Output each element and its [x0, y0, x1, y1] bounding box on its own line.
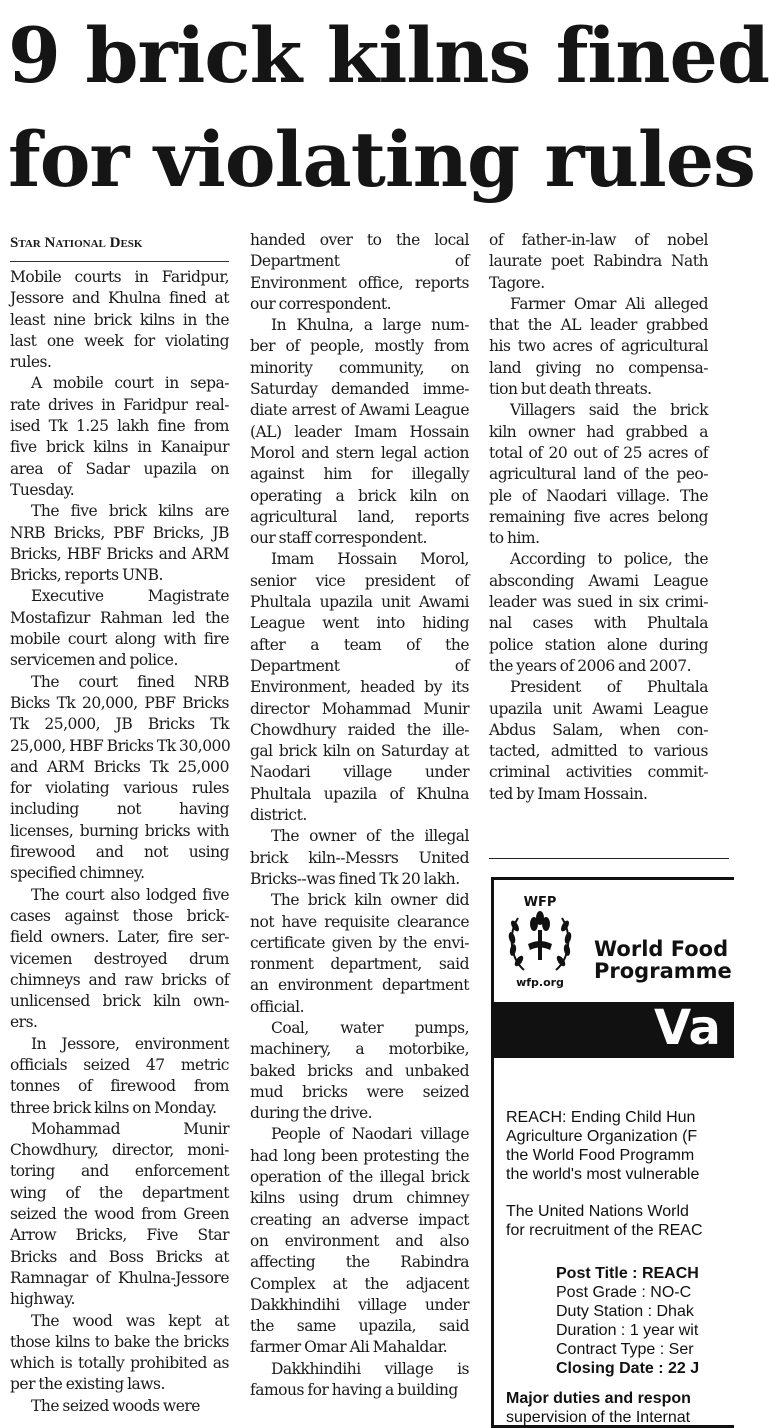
- text-line: and ARM Bricks Tk 25,000: [10, 757, 229, 776]
- text-line: tion but death threats.: [489, 380, 652, 399]
- text-line: mobile court along with fire: [10, 630, 229, 649]
- text-line: farmer Omar Ali Mahaldar.: [250, 1338, 448, 1357]
- text-line: field owners. Later, fire ser-: [10, 928, 229, 947]
- post-title: Post Title : REACH: [556, 1265, 699, 1282]
- text-line: wing of the department: [10, 1183, 229, 1202]
- text-line: Saturday demanded imme-: [250, 380, 469, 399]
- text-line: our staff correspondent.: [250, 529, 427, 548]
- article-column-1: [10, 230, 229, 1417]
- duty-station: Duty Station : Dhak: [556, 1303, 694, 1320]
- duties-heading: Major duties and respon: [506, 1390, 691, 1407]
- text-line: unlicensed brick kiln own-: [10, 992, 229, 1011]
- text-line: had long been protesting the: [250, 1146, 469, 1165]
- text-line: per the existing laws.: [10, 1375, 165, 1394]
- text-line: Naodari village under: [250, 763, 469, 782]
- text-line: ted by Imam Hossain.: [489, 784, 648, 803]
- text-line: our correspondent.: [250, 294, 392, 313]
- text-line: criminal activities commit-: [489, 763, 708, 782]
- ad-intro-line: the World Food Programm: [506, 1147, 695, 1164]
- text-line: The court fined NRB: [31, 672, 229, 691]
- post-grade: Post Grade : NO-C: [556, 1284, 692, 1301]
- text-line: highway.: [10, 1290, 75, 1309]
- article-paragraph: [10, 267, 229, 373]
- text-line: The wood was kept at: [31, 1311, 229, 1330]
- text-line: total of 20 out of 25 acres of: [489, 443, 708, 462]
- text-line: A mobile court in sepa-: [31, 374, 229, 393]
- text-line: agricultural land, reports: [250, 507, 469, 526]
- wfp-url: wfp.org: [516, 976, 564, 989]
- ad-intro-line: the world's most vulnerable: [506, 1166, 700, 1183]
- text-line: director Mohammad Munir: [250, 699, 469, 718]
- text-line: operating a brick kiln on: [250, 486, 469, 505]
- ad-recruit-line: for recruitment of the REAC: [506, 1222, 703, 1239]
- text-line: Mostafizur Rahman led the: [10, 608, 229, 627]
- text-line: specified chimney.: [10, 864, 145, 883]
- text-line: least nine brick kilns in the: [10, 310, 229, 329]
- duties-line: supervision of the Internat: [506, 1409, 691, 1426]
- ad-intro: [506, 1108, 699, 1184]
- text-line: operation of the illegal brick: [250, 1168, 469, 1187]
- text-line: diate arrest of Awami League: [250, 401, 469, 420]
- column-1-text: [10, 267, 229, 1417]
- text-line: on environment and also: [250, 1231, 469, 1250]
- text-line: Arrow Bricks, Five Star: [10, 1226, 229, 1245]
- text-line: district.: [250, 806, 307, 825]
- wfp-wreath-logo-icon: [504, 892, 576, 990]
- article-paragraph: [10, 1119, 229, 1311]
- text-line: Complex at the adjacent: [250, 1274, 469, 1293]
- text-line: Tagore.: [489, 273, 545, 292]
- text-line: not have requisite clearance: [250, 912, 469, 931]
- org-name-line-1: World Food: [594, 937, 729, 961]
- article-paragraph: [489, 230, 708, 294]
- text-line: Dakkhindihi village is: [271, 1359, 469, 1378]
- text-line: five brick kilns in Kanaipur: [10, 438, 229, 457]
- text-line: Environment, headed by its: [250, 678, 469, 697]
- text-line: upazila unit Awami League: [489, 699, 708, 718]
- text-line: including not having: [10, 800, 229, 819]
- ad-banner-text: Va: [654, 1000, 721, 1056]
- text-line: President of Phultala: [510, 678, 708, 697]
- headline-line-2: for violating rules: [8, 115, 755, 204]
- article-paragraph: [10, 672, 229, 885]
- text-line: chimneys and raw bricks of: [10, 970, 229, 989]
- article-paragraph: [250, 890, 469, 1018]
- text-line: rules.: [10, 353, 52, 372]
- text-line: creating an adverse impact: [250, 1210, 469, 1229]
- article-paragraph: [250, 1018, 469, 1124]
- text-line: remaining five acres belong: [489, 507, 708, 526]
- text-line: Abdus Salam, when con-: [489, 720, 708, 739]
- text-line: The seized woods were: [31, 1396, 200, 1415]
- text-line: Jessore and Khulna fined at: [10, 289, 229, 308]
- article-paragraph: [489, 294, 708, 400]
- text-line: Department of: [250, 252, 469, 271]
- text-line: the years of 2006 and 2007.: [489, 656, 692, 675]
- text-line: The court also lodged five: [31, 885, 229, 904]
- text-line: Phultala upazila of Khulna: [250, 784, 469, 803]
- text-line: Chowdhury, director, moni-: [10, 1141, 229, 1160]
- text-line: Phultala upazila unit Awami: [250, 593, 469, 612]
- text-line: ronment department, said: [250, 955, 469, 974]
- text-line: leader was sued in six crimi-: [489, 593, 708, 612]
- text-line: that the AL leader grabbed: [489, 316, 708, 335]
- text-line: area of Sadar upazila on: [10, 459, 229, 478]
- text-line: firewood and not using: [10, 843, 229, 862]
- text-line: minority community, on: [250, 358, 469, 377]
- text-line: his two acres of agricultural: [489, 337, 708, 356]
- contract-type: Contract Type : Ser: [556, 1341, 694, 1358]
- text-line: toring and enforcement: [10, 1162, 229, 1181]
- article-paragraph: [10, 1311, 229, 1396]
- text-line: According to police, the: [510, 550, 708, 569]
- text-line: land giving no compensa-: [489, 358, 708, 377]
- ad-recruit-line: The United Nations World: [506, 1203, 689, 1220]
- text-line: Environment office, reports: [250, 273, 469, 292]
- text-line: Bricks--was fined Tk 20 lakh.: [250, 869, 460, 888]
- text-line: Tk 25,000, JB Bricks Tk: [10, 715, 229, 734]
- headline-line-1: 9 brick kilns fined: [8, 11, 769, 100]
- wfp-advertisement: [489, 858, 732, 1426]
- text-line: Bricks, reports UNB.: [10, 566, 163, 585]
- text-line: ber of people, mostly from: [250, 337, 469, 356]
- article-paragraph: [10, 373, 229, 501]
- text-line: senior vice president of: [250, 571, 469, 590]
- text-line: Tuesday.: [10, 480, 75, 499]
- text-line: In Khulna, a large num-: [271, 316, 469, 335]
- ad-recruit: [506, 1202, 703, 1240]
- text-line: League went into hiding: [250, 614, 469, 633]
- text-line: Villagers said the brick: [510, 401, 708, 420]
- text-line: Mobile courts in Faridpur,: [10, 268, 229, 286]
- ad-box: [491, 877, 734, 1428]
- text-line: Chowdhury raided the ille-: [250, 720, 469, 739]
- text-line: during the drive.: [250, 1104, 373, 1123]
- ad-duties: [506, 1389, 691, 1427]
- text-line: tacted, admitted to various: [489, 742, 708, 761]
- text-line: In Jessore, environment: [31, 1034, 229, 1053]
- text-line: agricultural land of the peo-: [489, 465, 708, 484]
- text-line: Bricks and Boss Bricks at: [10, 1247, 229, 1266]
- text-line: absconding Awami League: [489, 571, 708, 590]
- ad-intro-line: Agriculture Organization (F: [506, 1128, 698, 1145]
- text-line: kilns using drum chimney: [250, 1189, 469, 1208]
- text-line: servicemen and police.: [10, 651, 178, 670]
- text-line: an environment department: [250, 976, 469, 995]
- text-line: The owner of the illegal: [271, 827, 469, 846]
- text-line: The five brick kilns are: [31, 502, 229, 521]
- text-line: handed over to the local: [250, 231, 469, 249]
- text-line: baked bricks and unbaked: [250, 1061, 469, 1080]
- text-line: The brick kiln owner did: [271, 891, 469, 910]
- text-line: ised Tk 1.25 lakh fine from: [10, 417, 229, 436]
- article-paragraph: [250, 826, 469, 890]
- text-line: 25,000, HBF Bricks Tk 30,000: [10, 736, 231, 755]
- text-line: (AL) leader Imam Hossain: [250, 422, 469, 441]
- text-line: ple of Naodari village. The: [489, 486, 708, 505]
- column-3-text: [489, 230, 708, 805]
- text-line: Mohammad Munir: [31, 1119, 229, 1138]
- article-paragraph: [489, 677, 708, 805]
- text-line: official.: [250, 997, 305, 1016]
- text-line: Morol and stern legal action: [250, 443, 469, 462]
- text-line: licenses, burning bricks with: [10, 821, 229, 840]
- text-line: kiln owner had grabbed a: [489, 422, 708, 441]
- text-line: Imam Hossain Morol,: [271, 550, 469, 569]
- text-line: three brick kilns on Monday.: [10, 1098, 217, 1117]
- text-line: to him.: [489, 529, 540, 548]
- text-line: laurate poet Rabindra Nath: [489, 252, 708, 271]
- wfp-logo-label: WFP: [523, 895, 557, 910]
- article-column-2: [250, 230, 469, 1401]
- text-line: Coal, water pumps,: [271, 1018, 469, 1037]
- text-line: Farmer Omar Ali alleged: [510, 294, 708, 313]
- text-line: gal brick kiln on Saturday at: [250, 742, 469, 761]
- ad-banner: [494, 1002, 734, 1058]
- text-line: Executive Magistrate: [31, 587, 229, 606]
- article-paragraph: [10, 586, 229, 671]
- text-line: machinery, a motorbike,: [250, 1040, 469, 1059]
- text-line: cases against those brick-: [10, 906, 229, 925]
- text-line: People of Naodari village: [271, 1125, 469, 1144]
- text-line: police station alone during: [489, 635, 708, 654]
- text-line: those kilns to bake the bricks: [10, 1332, 229, 1351]
- text-line: NRB Bricks, PBF Bricks, JB: [10, 523, 229, 542]
- text-line: Ramnagar of Khulna-Jessore: [10, 1268, 229, 1287]
- article-paragraph: [250, 230, 469, 315]
- text-line: tonnes of firewood from: [10, 1077, 229, 1096]
- text-line: ers.: [10, 1013, 38, 1032]
- article-paragraph: [250, 1359, 469, 1402]
- text-line: Dakkhindihi village under: [250, 1295, 469, 1314]
- article-paragraph: [489, 400, 708, 549]
- text-line: for violating various rules: [10, 779, 229, 798]
- text-line: against him for illegally: [250, 465, 469, 484]
- headline: [8, 4, 769, 212]
- text-line: nal cases with Phultala: [489, 614, 708, 633]
- text-line: vicemen destroyed drum: [10, 949, 229, 968]
- article-paragraph: [250, 549, 469, 826]
- text-line: brick kiln--Messrs United: [250, 848, 469, 867]
- article-paragraph: [10, 885, 229, 1034]
- byline: Star National Desk: [10, 230, 229, 262]
- org-name: [594, 938, 732, 982]
- article-paragraph: [10, 1034, 229, 1119]
- article-paragraph: [250, 315, 469, 549]
- text-line: Bicks Tk 20,000, PBF Bricks: [10, 693, 229, 712]
- text-line: mud bricks were seized: [250, 1082, 469, 1101]
- column-2-text: [250, 230, 469, 1401]
- article-paragraph: [10, 1396, 229, 1417]
- text-line: the same upazila, said: [250, 1317, 469, 1336]
- text-line: last one week for violating: [10, 331, 229, 350]
- text-line: of father-in-law of nobel: [489, 231, 708, 249]
- article-paragraph: [489, 549, 708, 677]
- text-line: Bricks, HBF Bricks and ARM: [10, 544, 229, 563]
- ad-post-details: [556, 1264, 699, 1378]
- article-paragraph: [10, 501, 229, 586]
- text-line: after a team of the: [250, 635, 469, 654]
- ad-intro-line: REACH: Ending Child Hun: [506, 1109, 696, 1126]
- text-line: which is totally prohibited as: [10, 1354, 229, 1373]
- text-line: rate drives in Faridpur real-: [10, 395, 229, 414]
- org-name-line-2: Programme: [594, 959, 732, 983]
- text-line: seized the wood from Green: [10, 1205, 229, 1224]
- text-line: famous for having a building: [250, 1381, 458, 1400]
- text-line: affecting the Rabindra: [250, 1253, 469, 1272]
- closing-date: Closing Date : 22 J: [556, 1360, 700, 1377]
- text-line: Department of: [250, 656, 469, 675]
- article-column-3: [489, 230, 708, 805]
- text-line: certificate given by the envi-: [250, 933, 469, 952]
- article-paragraph: [250, 1124, 469, 1358]
- text-line: officials seized 47 metric: [10, 1055, 229, 1074]
- duration: Duration : 1 year wit: [556, 1322, 699, 1339]
